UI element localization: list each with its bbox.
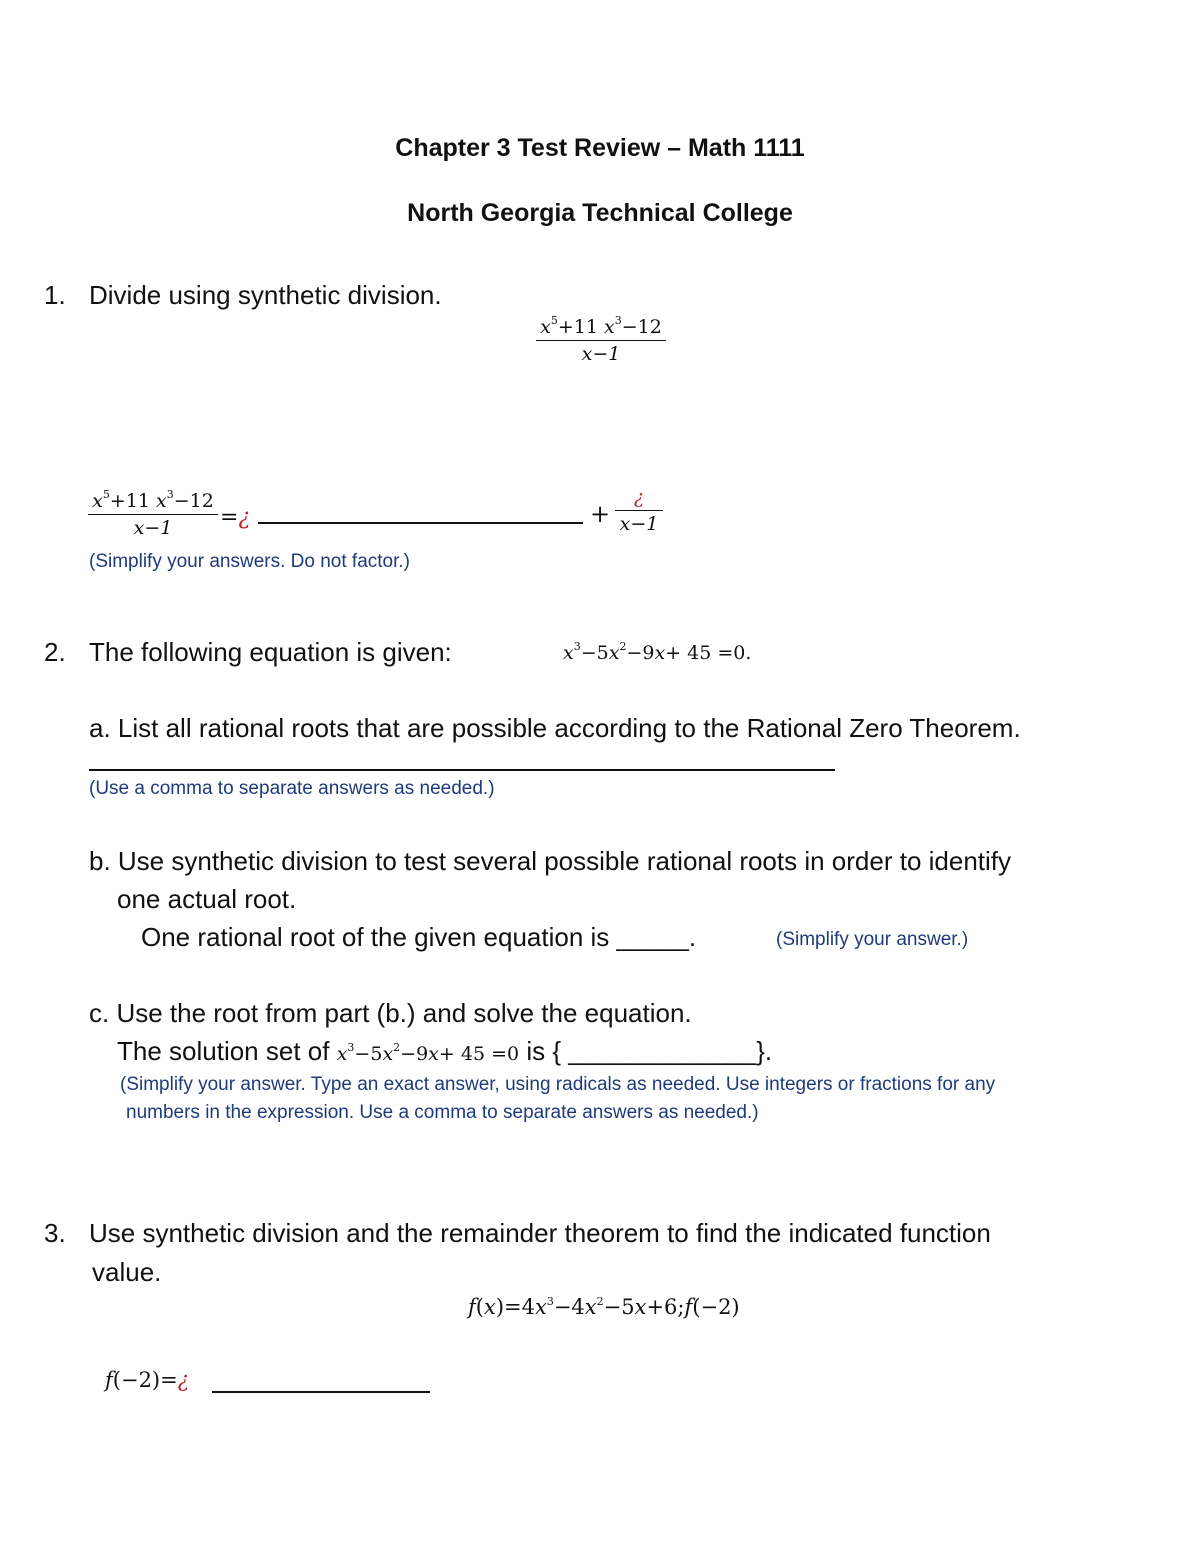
q2b-text2: one actual root. xyxy=(117,884,297,914)
q2-equation: $x^3-5x^2-9x+ 45 =0$. xyxy=(563,640,752,664)
q1-remainder-fraction: ¿ x−1 xyxy=(615,486,663,535)
q1-number: 1. xyxy=(44,280,66,310)
q2b-text3: One rational root of the given equation is _____. xyxy=(141,922,697,952)
q2-prompt: The following equation is given: xyxy=(89,637,452,667)
college-name: North Georgia Technical College xyxy=(407,199,793,227)
q2-number: 2. xyxy=(44,637,66,667)
q1-hint: (Simplify your answers. Do not factor.) xyxy=(89,551,410,572)
q2a-answer-blank[interactable] xyxy=(89,769,835,771)
q1-prompt: Divide using synthetic division. xyxy=(89,280,442,310)
q2c-text1: c. Use the root from part (b.) and solve the equation. xyxy=(89,998,692,1028)
q1-fraction: $x^5+11$ $x^3-12$ x−1 xyxy=(536,316,666,365)
q1-quotient-blank[interactable] xyxy=(258,522,583,524)
q3-prompt1: Use synthetic division and the remainder theorem to find the indicated function xyxy=(89,1218,991,1248)
q3-answer-blank[interactable] xyxy=(212,1391,430,1393)
q1-equals: =¿ xyxy=(220,505,251,530)
q2b-hint: (Simplify your answer.) xyxy=(776,929,969,950)
q3-answer-lhs: f(−2)=¿ xyxy=(105,1368,189,1392)
q1-answer-fraction: $x^5+11$ $x^3-12$ x−1 xyxy=(88,490,218,539)
q3-prompt2: value. xyxy=(92,1257,162,1287)
q3-function: $f(x)=4x^3-4x^2-5x+6;f(-2)$ xyxy=(468,1295,740,1319)
q2c-hint2: numbers in the expression. Use a comma to separate answers as needed.) xyxy=(126,1102,759,1123)
q1-remainder-blank[interactable]: ¿ xyxy=(633,486,645,508)
q2c-hint1: (Simplify your answer. Type an exact answer, using radicals as needed. Use integers or fractions for any xyxy=(120,1074,996,1095)
q2b-text1: b. Use synthetic division to test several possible rational roots in order to identify xyxy=(89,846,1012,876)
q2a-text: a. List all rational roots that are possible according to the Rational Zero Theorem. xyxy=(89,713,1021,743)
page-title: Chapter 3 Test Review – Math 1111 xyxy=(395,134,805,162)
q3-number: 3. xyxy=(44,1218,66,1248)
q2a-hint: (Use a comma to separate answers as needed.) xyxy=(89,778,495,799)
q2c-text2: The solution set of $x^3-5x^2-9x+ 45 =0$ is { _____________}. xyxy=(117,1036,773,1066)
q1-plus: + xyxy=(590,500,611,528)
